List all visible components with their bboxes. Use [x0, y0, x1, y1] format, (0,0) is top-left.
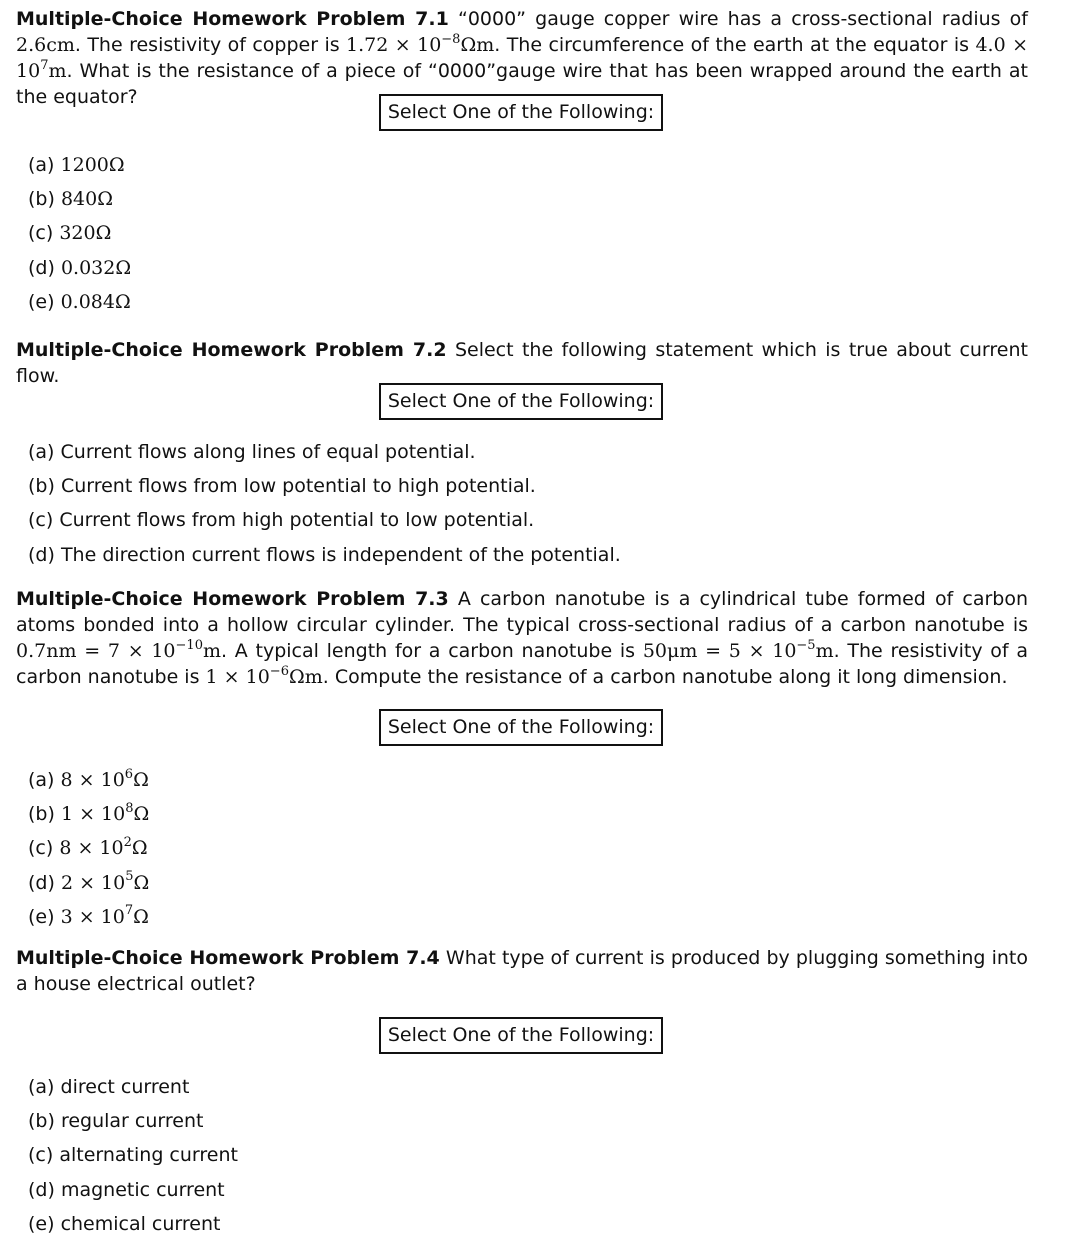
select-one-box[interactable]: Select One of the Following:	[379, 94, 663, 131]
option-a[interactable]: (a) $8 \times 10^6\Omega$	[28, 766, 149, 791]
statement-text: . What is the resistance of a piece of “0000”gauge wire that has been wrapped around the earth at the equator?	[16, 60, 1028, 108]
statement-text: “0000” gauge copper wire has a cross-sectional radius of	[448, 8, 1028, 30]
option-a[interactable]: (a) direct current	[28, 1076, 190, 1098]
statement-text: . The resistivity of copper is	[74, 34, 347, 56]
option-c[interactable]: (c) alternating current	[28, 1144, 238, 1167]
problem-statement	[16, 586, 1028, 690]
option-e[interactable]: (e) 0.084Ω	[28, 290, 131, 313]
statement-text: A carbon nanotube is a cylindrical tube formed of carbon atoms bonded into a hollow circular cylinder. The typical cross-sectional radius of a carbon nanotube is	[16, 588, 1028, 636]
select-one-box[interactable]: Select One of the Following:	[379, 383, 663, 420]
problem-statement	[16, 337, 1028, 389]
problem-heading: Multiple-Choice Homework Problem 7.1	[16, 8, 449, 30]
statement-text: . The circumference of the earth at the equator is	[494, 34, 976, 56]
problem-7-3	[16, 586, 1028, 928]
option-d[interactable]: (d) $2 \times 10^5\Omega$	[28, 869, 150, 894]
statement-text: Select the following statement which is true about current flow.	[16, 339, 1028, 387]
option-a[interactable]: (a) 1200Ω	[28, 154, 125, 176]
option-c[interactable]: (c) 320Ω	[28, 222, 112, 245]
option-e[interactable]: (e) chemical current	[28, 1212, 221, 1235]
option-d[interactable]: (d) The direction current flows is independent of the potential.	[28, 543, 621, 566]
options-list	[16, 1070, 238, 1241]
problem-statement	[16, 945, 1028, 997]
problem-7-2	[16, 337, 1028, 566]
radius-value: 2.6cm	[16, 34, 75, 56]
option-b[interactable]: (b) $1 \times 10^8\Omega$	[28, 800, 150, 826]
option-c[interactable]: (c) Current flows from high potential to low potential.	[28, 509, 535, 532]
statement-text: What type of current is produced by plugging something into a house electrical outlet?	[16, 947, 1028, 995]
resistivity-value: $1 \times 10^{-6}\Omega m$	[205, 663, 323, 688]
statement-text: . The resistivity of a carbon nanotube is	[16, 640, 1028, 688]
statement-text: . A typical length for a carbon nanotube is	[221, 640, 643, 662]
problem-7-1	[16, 6, 1028, 313]
select-one-box[interactable]: Select One of the Following:	[379, 1017, 663, 1054]
option-c[interactable]: (c) $8 \times 10^2\Omega$	[28, 835, 148, 860]
options-list	[16, 763, 149, 934]
problem-heading: Multiple-Choice Homework Problem 7.4	[16, 947, 440, 969]
option-b[interactable]: (b) Current flows from low potential to high potential.	[28, 475, 536, 498]
length-value: $50\mu m = 5 \times 10^{-5}m$	[642, 637, 834, 662]
resistivity-value: $1.72 \times 10^{-8}\Omega m$	[346, 31, 495, 56]
problem-7-4	[16, 945, 1028, 1235]
options-list	[16, 435, 621, 572]
circumference-value: $4.0 \times 10^7m$	[16, 34, 1028, 82]
problem-heading: Multiple-Choice Homework Problem 7.3	[16, 588, 449, 610]
statement-text: . Compute the resistance of a carbon nanotube along it long dimension.	[322, 666, 1008, 688]
options-list	[16, 148, 131, 319]
radius-value: $0.7nm = 7 \times 10^{-10}m$	[16, 637, 221, 662]
option-b[interactable]: (b) regular current	[28, 1110, 204, 1133]
option-b[interactable]: (b) 840Ω	[28, 188, 113, 211]
option-d[interactable]: (d) 0.032Ω	[28, 256, 132, 279]
select-one-box[interactable]: Select One of the Following:	[379, 709, 663, 746]
option-a[interactable]: (a) Current flows along lines of equal potential.	[28, 441, 476, 463]
option-d[interactable]: (d) magnetic current	[28, 1178, 225, 1201]
option-e[interactable]: (e) $3 \times 10^7\Omega$	[28, 903, 149, 928]
problem-heading: Multiple-Choice Homework Problem 7.2	[16, 339, 447, 361]
